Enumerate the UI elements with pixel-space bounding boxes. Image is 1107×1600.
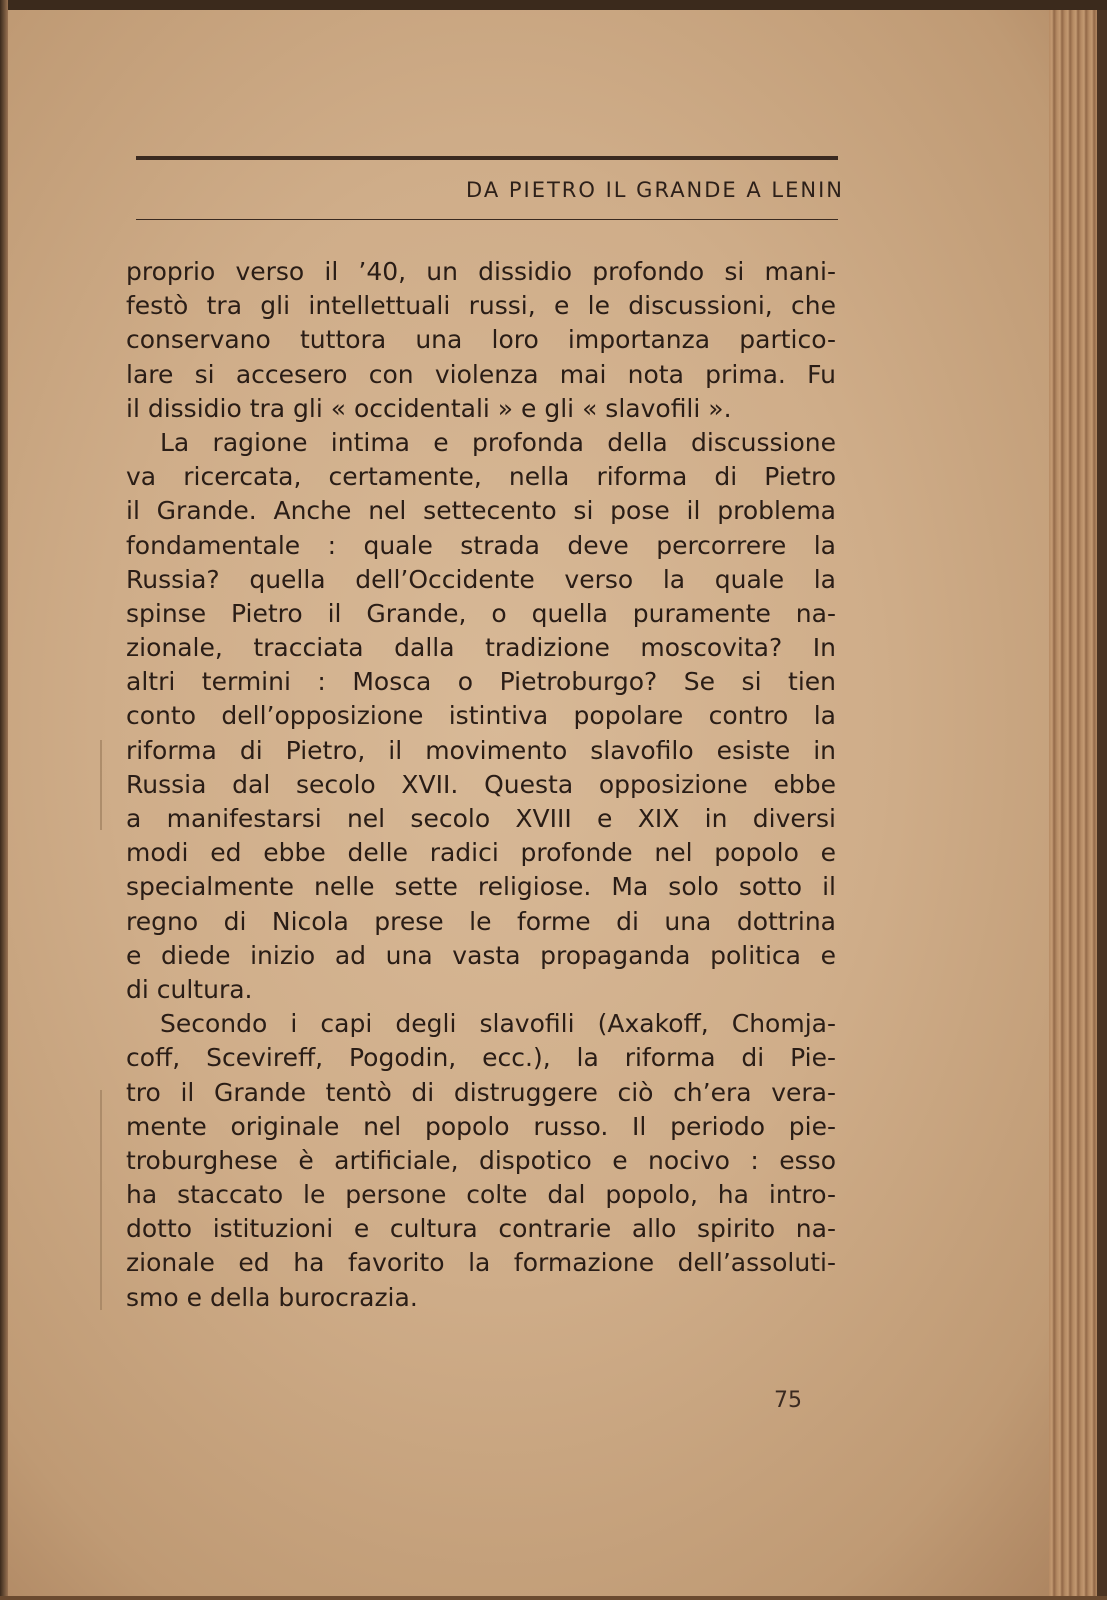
text-line: lare si accesero con violenza mai nota prima. Fu xyxy=(126,359,836,389)
text-line: tro il Grande tentò di distruggere ciò ch’era vera- xyxy=(126,1077,836,1107)
text-line: zionale, tracciata dalla tradizione moscovita? In xyxy=(126,633,836,663)
text-line: altri termini : Mosca o Pietroburgo? Se si tien xyxy=(126,667,836,697)
page-left-edge xyxy=(0,0,8,1600)
margin-mark xyxy=(100,1090,102,1310)
text-line: riforma di Pietro, il movimento slavofilo esiste in xyxy=(126,735,836,765)
text-line: Russia dal secolo XVII. Questa opposizione ebbe xyxy=(126,769,836,799)
text-line: di cultura. xyxy=(126,974,253,1004)
page-top-edge xyxy=(0,0,1107,10)
text-line: troburghese è artificiale, dispotico e nocivo : esso xyxy=(126,1145,836,1175)
text-line: mente originale nel popolo russo. Il periodo pie- xyxy=(126,1111,836,1141)
text-line: specialmente nelle sette religiose. Ma solo sotto il xyxy=(126,872,836,902)
running-head: DA PIETRO IL GRANDE A LENIN xyxy=(466,178,844,202)
text-line: fondamentale : quale strada deve percorrere la xyxy=(126,530,836,560)
binding-shadow xyxy=(1097,10,1107,1600)
text-line: proprio verso il ’40, un dissidio profondo si mani- xyxy=(126,257,836,286)
text-line: dotto istituzioni e cultura contrarie allo spirito na- xyxy=(126,1214,836,1244)
text-line: smo e della burocrazia. xyxy=(126,1282,418,1312)
text-line: modi ed ebbe delle radici profonde nel popolo e xyxy=(126,838,836,868)
text-line: conservano tuttora una loro importanza partico- xyxy=(126,325,836,355)
text-line: conto dell’opposizione istintiva popolare contro la xyxy=(126,701,836,731)
text-line: ha staccato le persone colte dal popolo, ha intro- xyxy=(126,1180,836,1210)
text-line: il dissidio tra gli « occidentali » e gli « slavofili ». xyxy=(126,393,732,423)
text-line: spinse Pietro il Grande, o quella puramente na- xyxy=(126,598,836,628)
header-rule-bottom xyxy=(136,219,838,220)
text-line: La ragione intima e profonda della discussione xyxy=(160,427,836,457)
page-bottom-edge xyxy=(0,1596,1107,1600)
header-rule-top xyxy=(136,156,838,160)
text-line: regno di Nicola prese le forme di una dottrina xyxy=(126,906,836,936)
text-line: zionale ed ha favorito la formazione dell’assoluti- xyxy=(126,1248,836,1278)
text-line: Secondo i capi degli slavofili (Axakoff, Chomja- xyxy=(160,1009,836,1039)
page-number: 75 xyxy=(774,1388,802,1413)
text-line: coff, Scevireff, Pogodin, ecc.), la riforma di Pie- xyxy=(126,1043,836,1073)
text-line: Russia? quella dell’Occidente verso la quale la xyxy=(126,564,836,594)
margin-mark xyxy=(100,740,102,830)
text-line: a manifestarsi nel secolo XVIII e XIX in diversi xyxy=(126,804,836,833)
text-line: il Grande. Anche nel settecento si pose il problema xyxy=(126,496,836,526)
text-line: festò tra gli intellettuali russi, e le discussioni, che xyxy=(126,291,836,321)
text-line: va ricercata, certamente, nella riforma di Pietro xyxy=(126,462,836,492)
body-text xyxy=(126,255,836,1315)
text-line: e diede inizio ad una vasta propaganda politica e xyxy=(126,940,836,970)
